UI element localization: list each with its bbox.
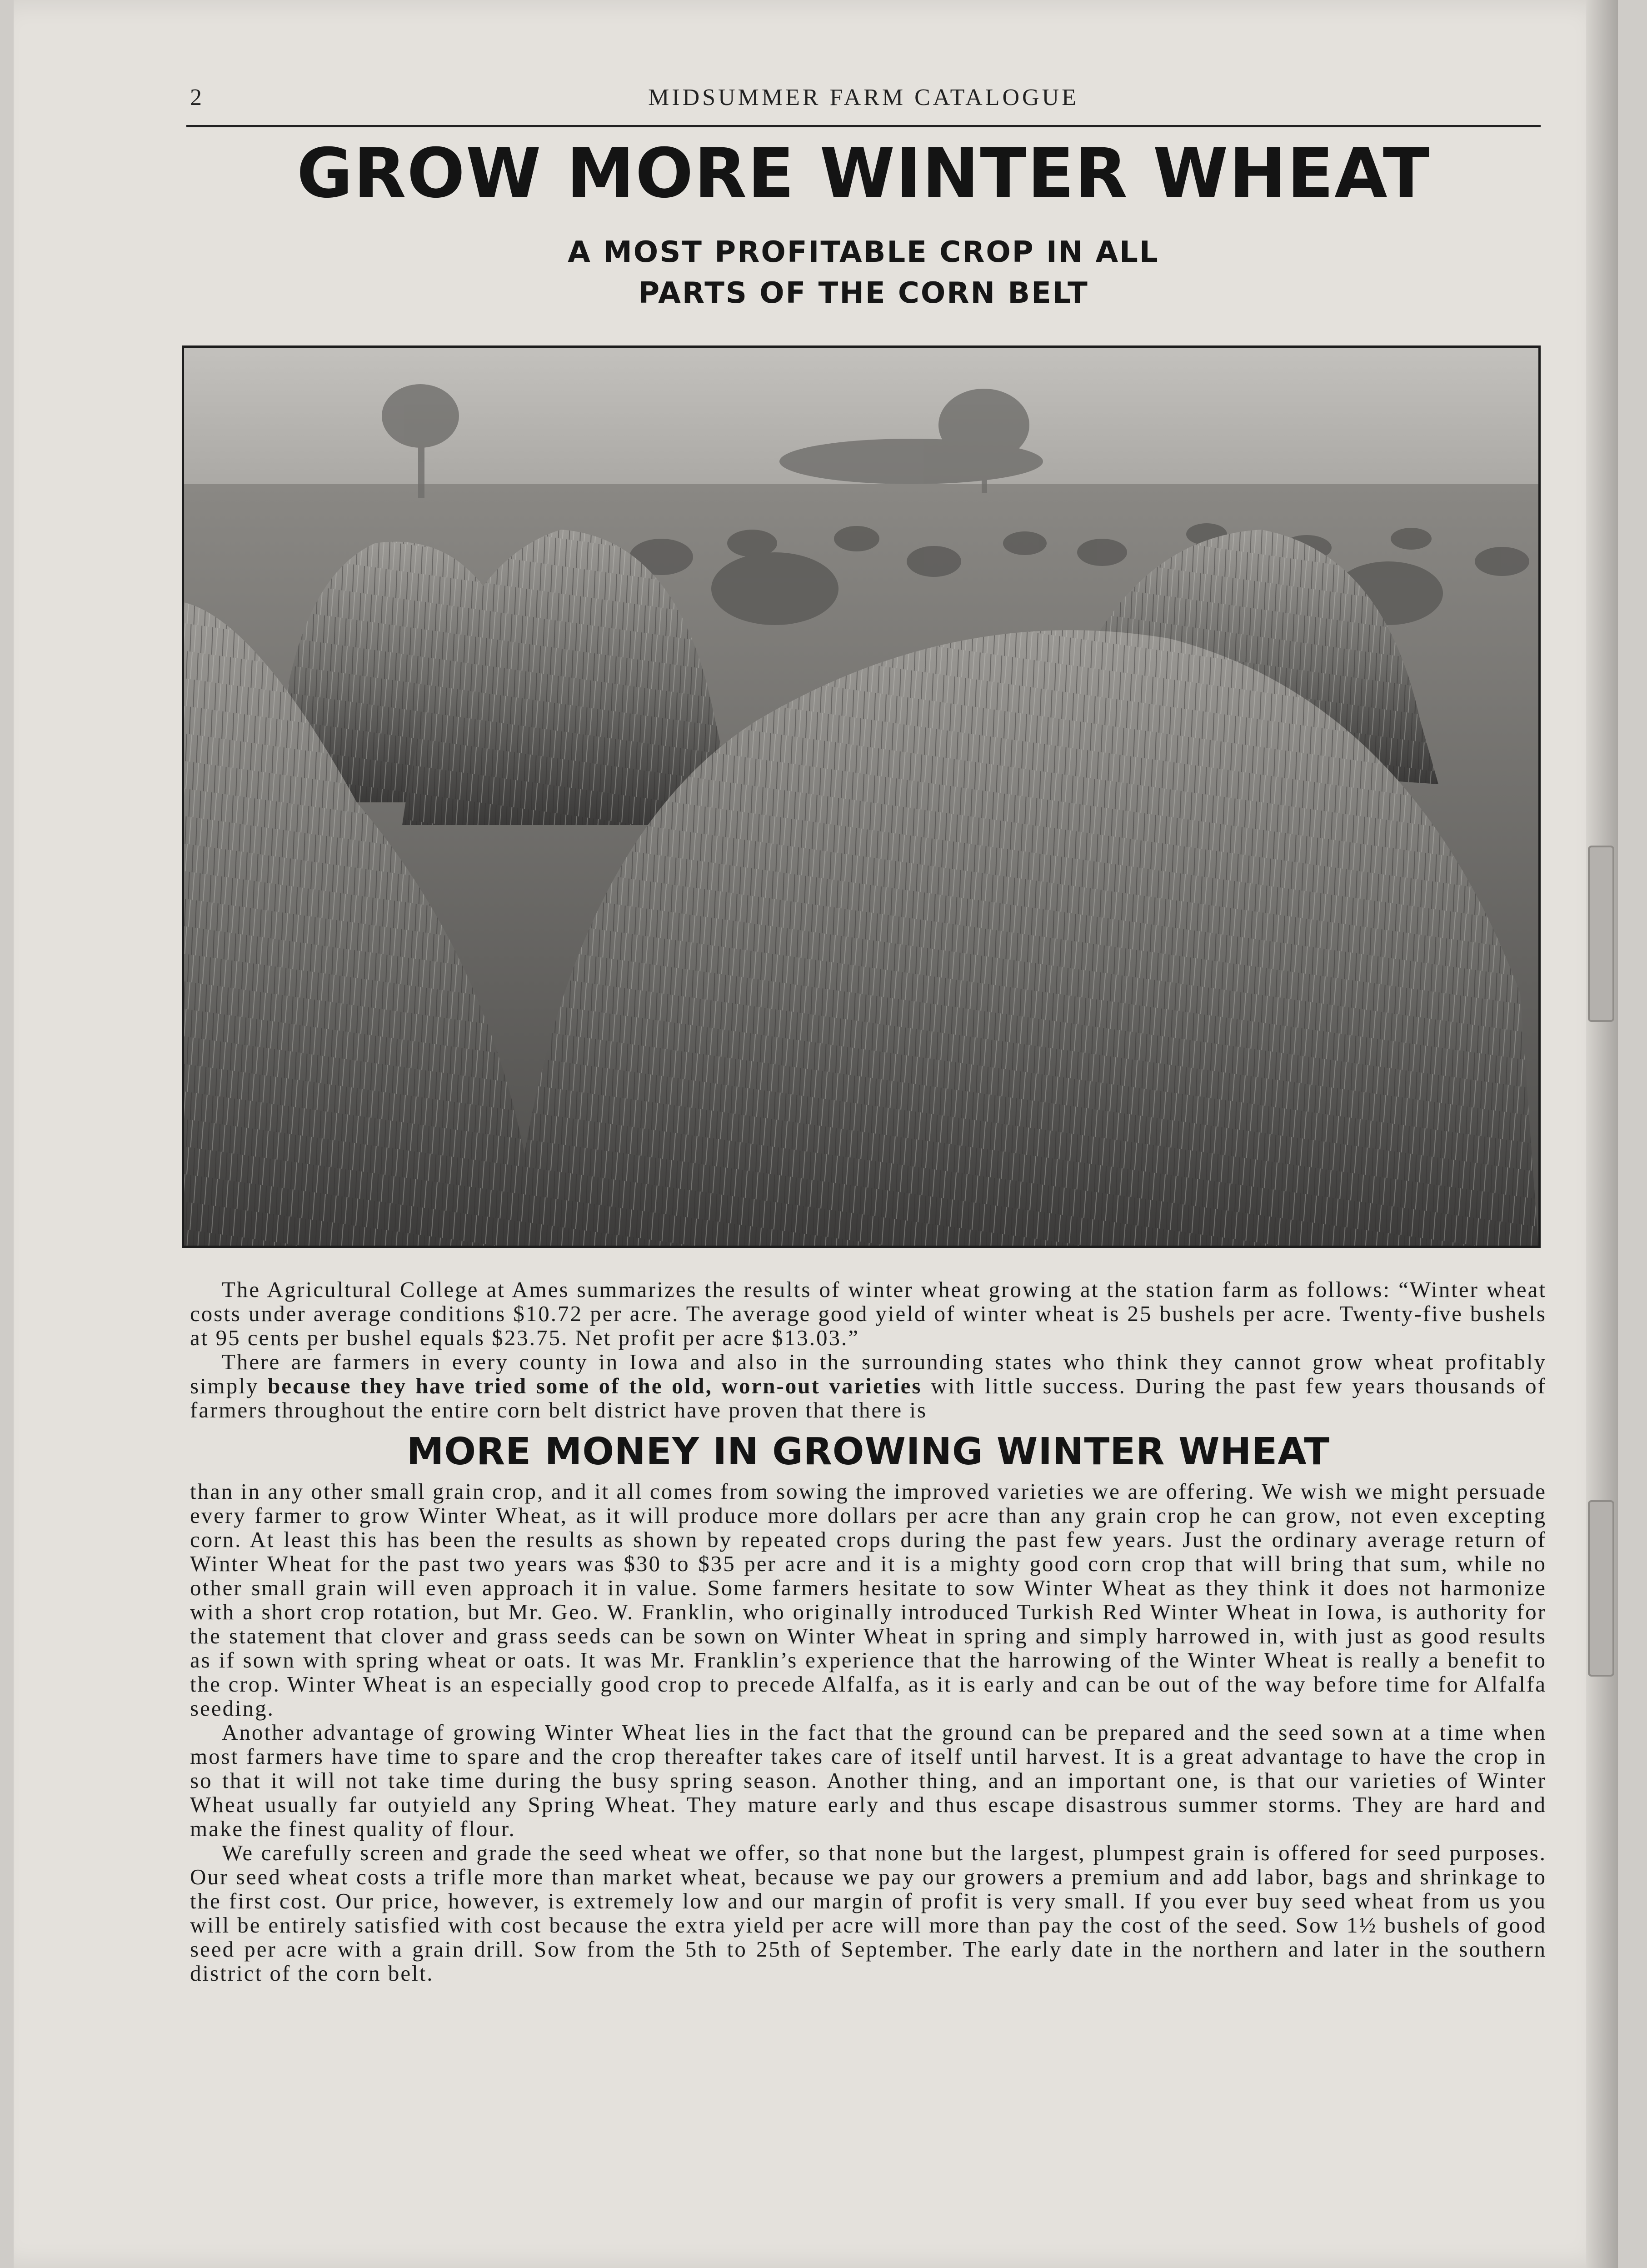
- article-body: [190, 1277, 1547, 1985]
- section-heading: MORE MONEY IN GROWING WINTER WHEAT: [406, 1430, 1330, 1473]
- paragraph-more-money: than in any other small grain crop, and it all comes from sowing the improved varieties we are offering. We wish we might persuade every farmer to grow Winter Wheat, as it will produce more dollars per acre than any grain crop he can grow, not even excepting corn. At least this has been the results as shown by repeated crops during the past few years. Just the ordinary average return of Winter Wheat for the past two years was $30 to $35 per acre and it is a mighty good corn crop that will bring that sum, while no other small grain will even approach it in value. Some farmers hesitate to sow Winter Wheat as they think it does not harmonize with a short crop rotation, but Mr. Geo. W. Franklin, who originally introduced Turkish Red Winter Wheat in Iowa, is authority for the statement that clover and grass seeds can be sown on Winter Wheat in spring and simply harrowed in, with just as good results as if sown with spring wheat or oats. It was Mr. Franklin’s experience that the harrowing of the Winter Wheat is really a benefit to the crop. Winter Wheat is an especially good crop to precede Alfalfa, as it is early and can be out of the way before time for Alfalfa seeding.: [190, 1479, 1547, 1721]
- page-number: 2: [190, 85, 202, 110]
- page-header: [186, 84, 1541, 127]
- running-title: MIDSUMMER FARM CATALOGUE: [648, 85, 1079, 110]
- page-title: GROW MORE WINTER WHEAT: [296, 134, 1431, 213]
- page-spine: [1586, 0, 1618, 2268]
- binding-staple: [1588, 846, 1614, 1022]
- emphasis-text: because they have tried some of the old, worn-out varieties: [268, 1373, 922, 1398]
- binding-staple: [1588, 1500, 1614, 1677]
- paragraph-ames-results: The Agricultural College at Ames summarizes the results of winter wheat growing at the station farm as follows: “Winter wheat costs under average conditions $10.72 per acre. The average good yield of winter wheat is 25 bushels per acre. Twenty-five bushels at 95 cents per bushel equals $23.75. Net profit per acre $13.03.”: [190, 1277, 1547, 1350]
- paragraph-advantage: Another advantage of growing Winter Wheat lies in the fact that the ground can be prepared and the seed sown at a time when most farmers have time to spare and the crop thereafter takes care of itself until harvest. It is a great advantage to have the crop in so that it will not take time during the busy spring season. Another thing, and an important one, is that our varieties of Winter Wheat usually far outyield any Spring Wheat. They mature early and thus escape disastrous summer storms. They are hard and make the finest quality of flour.: [190, 1720, 1547, 1841]
- wheat-field-photo: [182, 345, 1541, 1248]
- wheat-shocks-illustration: [184, 348, 1538, 1246]
- subtitle: [186, 232, 1541, 314]
- paragraph-text: There are farmers in every county in Iowa and also in the surrounding states who think they cannot grow wheat profitably simply: [190, 1349, 1547, 1398]
- paragraph-farmers-iowa: [190, 1350, 1547, 1422]
- subtitle-line-1: A MOST PROFITABLE CROP IN ALL: [568, 235, 1159, 269]
- paragraph-seed-grading: We carefully screen and grade the seed wheat we offer, so that none but the largest, plumpest grain is offered for seed purposes. Our seed wheat costs a trifle more than market wheat, because we pay our growers a premium and add labor, bags and shrinkage to the first cost. Our price, however, is extremely low and our margin of profit is very small. If you ever buy seed wheat from us you will be entirely satisfied with cost because the extra yield per acre will more than pay the cost of the seed. Sow 1½ bushels of good seed per acre with a grain drill. Sow from the 5th to 25th of September. The early date in the northern and later in the southern district of the corn belt.: [190, 1840, 1547, 1986]
- subtitle-line-2: PARTS OF THE CORN BELT: [638, 276, 1089, 310]
- paragraph-text: with little success. During the past few years thousands of farmers throughout the entire corn belt district have proven that there is: [190, 1373, 1547, 1422]
